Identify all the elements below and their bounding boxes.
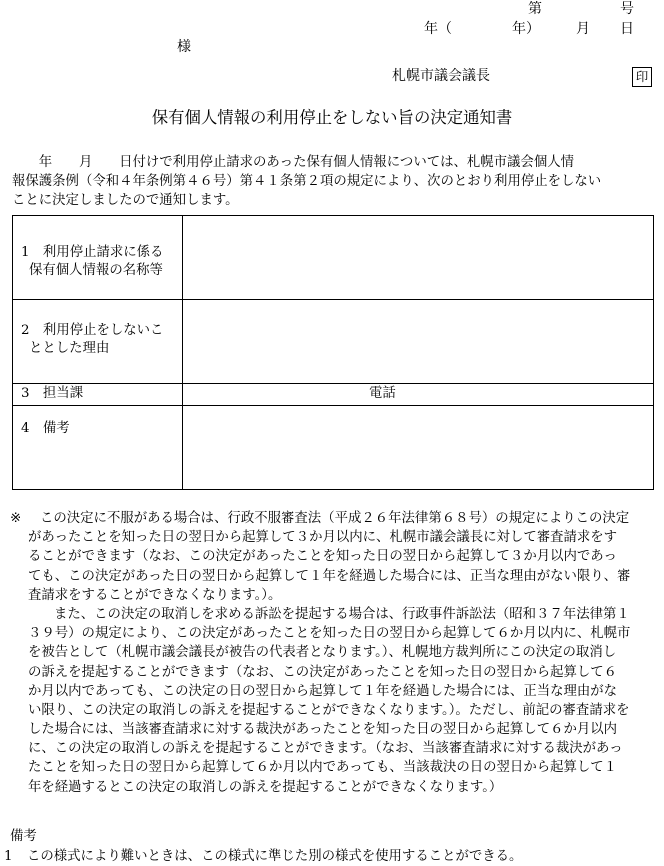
value-cell-department xyxy=(183,384,654,406)
date-year: 年（ xyxy=(424,21,452,37)
label-cell-remarks xyxy=(13,406,183,490)
sender-name: 札幌市議会議長 xyxy=(392,68,490,84)
table-row xyxy=(13,384,654,406)
remarks-item-text: この様式により難いときは、この様式に準じた別の様式を使用することができる。 xyxy=(27,849,523,864)
notice-line: また、この決定の取消しを求める訴訟を提起する場合は、行政事件訴訟法（昭和３７年法律第１ xyxy=(54,606,630,622)
notice-line: した場合には、当該審査請求に対する裁決があったことを知った日の翌日から起算して６か月以内 xyxy=(28,722,618,738)
row3-label: 3 担当課 xyxy=(21,386,84,401)
intro-line: 年 月 日付けで利用停止請求のあった保有個人情報については、札幌市議会個人情 xyxy=(12,155,575,170)
value-cell-reason xyxy=(183,300,654,384)
table-row xyxy=(13,406,654,490)
notice-line: 年を経過するとこの決定の取消しの訴えを提起することができなくなります。） xyxy=(28,779,503,795)
phone-label: 電話 xyxy=(369,386,396,401)
label-cell-target-info xyxy=(13,216,183,300)
label-cell-reason xyxy=(13,300,183,384)
seal-mark: 印 xyxy=(632,67,652,87)
date-month: 月 xyxy=(576,21,590,37)
document-number-dai: 第 xyxy=(528,1,542,17)
notice-mark: ※ xyxy=(10,511,22,526)
notice-line: があったことを知った日の翌日から起算して３か月以内に、札幌市議会議長に対して審査請求をす xyxy=(28,530,618,546)
table-row xyxy=(13,300,654,384)
intro-line: ことに決定しましたので通知します。 xyxy=(12,193,239,209)
date-era-year: 年） xyxy=(512,21,540,37)
notice-line: い限り、この決定の取消しの訴えを提起することができなくなります。）。ただし、前記の審査請求を xyxy=(28,702,630,718)
notice-line: たことを知った日の翌日から起算して６か月以内であっても、当該裁決の日の翌日から起算して１ xyxy=(28,760,618,776)
notice-line: 査請求をすることができなくなります。）。 xyxy=(28,587,282,603)
page-title: 保有個人情報の利用停止をしない旨の決定通知書 xyxy=(151,108,513,127)
remarks-item-number: 1 xyxy=(4,849,13,864)
row2-label-line2: ととした理由 xyxy=(29,341,110,356)
addressee-suffix: 様 xyxy=(177,39,191,55)
value-cell-target-info xyxy=(183,216,654,300)
notice-line: この決定に不服がある場合は、行政不服審査法（平成２６年法律第６８号）の規定によりこの決定 xyxy=(40,511,630,526)
notice-line: ３９号）の規定により、この決定があったことを知った日の翌日から起算して６か月以内に、札幌市 xyxy=(28,626,631,642)
notice-block xyxy=(12,509,630,797)
document-number-go: 号 xyxy=(620,1,634,17)
notice-line: に、この決定の取消しの訴えを提起することができます。（なお、当該審査請求に対する裁決があっ xyxy=(28,741,623,757)
remarks-heading: 備考 xyxy=(10,829,37,844)
row2-label-line1: 2 利用停止をしないこ xyxy=(21,323,164,338)
label-cell-department xyxy=(13,384,183,406)
notice-line: を被告として（札幌市議会議長が被告の代表者となります。）、札幌地方裁判所にこの決定の取消し xyxy=(28,645,617,661)
notice-line: の訴えを提起することができます（なお、この決定があったことを知った日の翌日から起算して６ xyxy=(28,664,618,680)
notice-line: ることができます（なお、この決定があったことを知った日の翌日から起算して３か月以内であっ xyxy=(28,549,617,565)
intro-line: 報保護条例（令和４年条例第４６号）第４１条第２項の規定により、次のとおり利用停止をしない xyxy=(12,174,602,190)
row4-label: 4 備考 xyxy=(21,421,70,436)
value-cell-remarks xyxy=(183,406,654,490)
notice-line: ても、この決定があった日の翌日から起算して１年を経過した場合には、正当な理由がない限り、審 xyxy=(28,568,631,584)
table-row xyxy=(13,216,654,300)
row1-label-line2: 保有個人情報の名称等 xyxy=(29,263,163,278)
date-day: 日 xyxy=(620,21,634,37)
intro-paragraph xyxy=(12,153,601,211)
decision-table xyxy=(12,215,654,490)
row1-label-line1: 1 利用停止請求に係る xyxy=(21,245,164,260)
notice-line: か月以内であっても、この決定の日の翌日から起算して１年を経過した場合には、正当な理由がな xyxy=(28,683,618,699)
